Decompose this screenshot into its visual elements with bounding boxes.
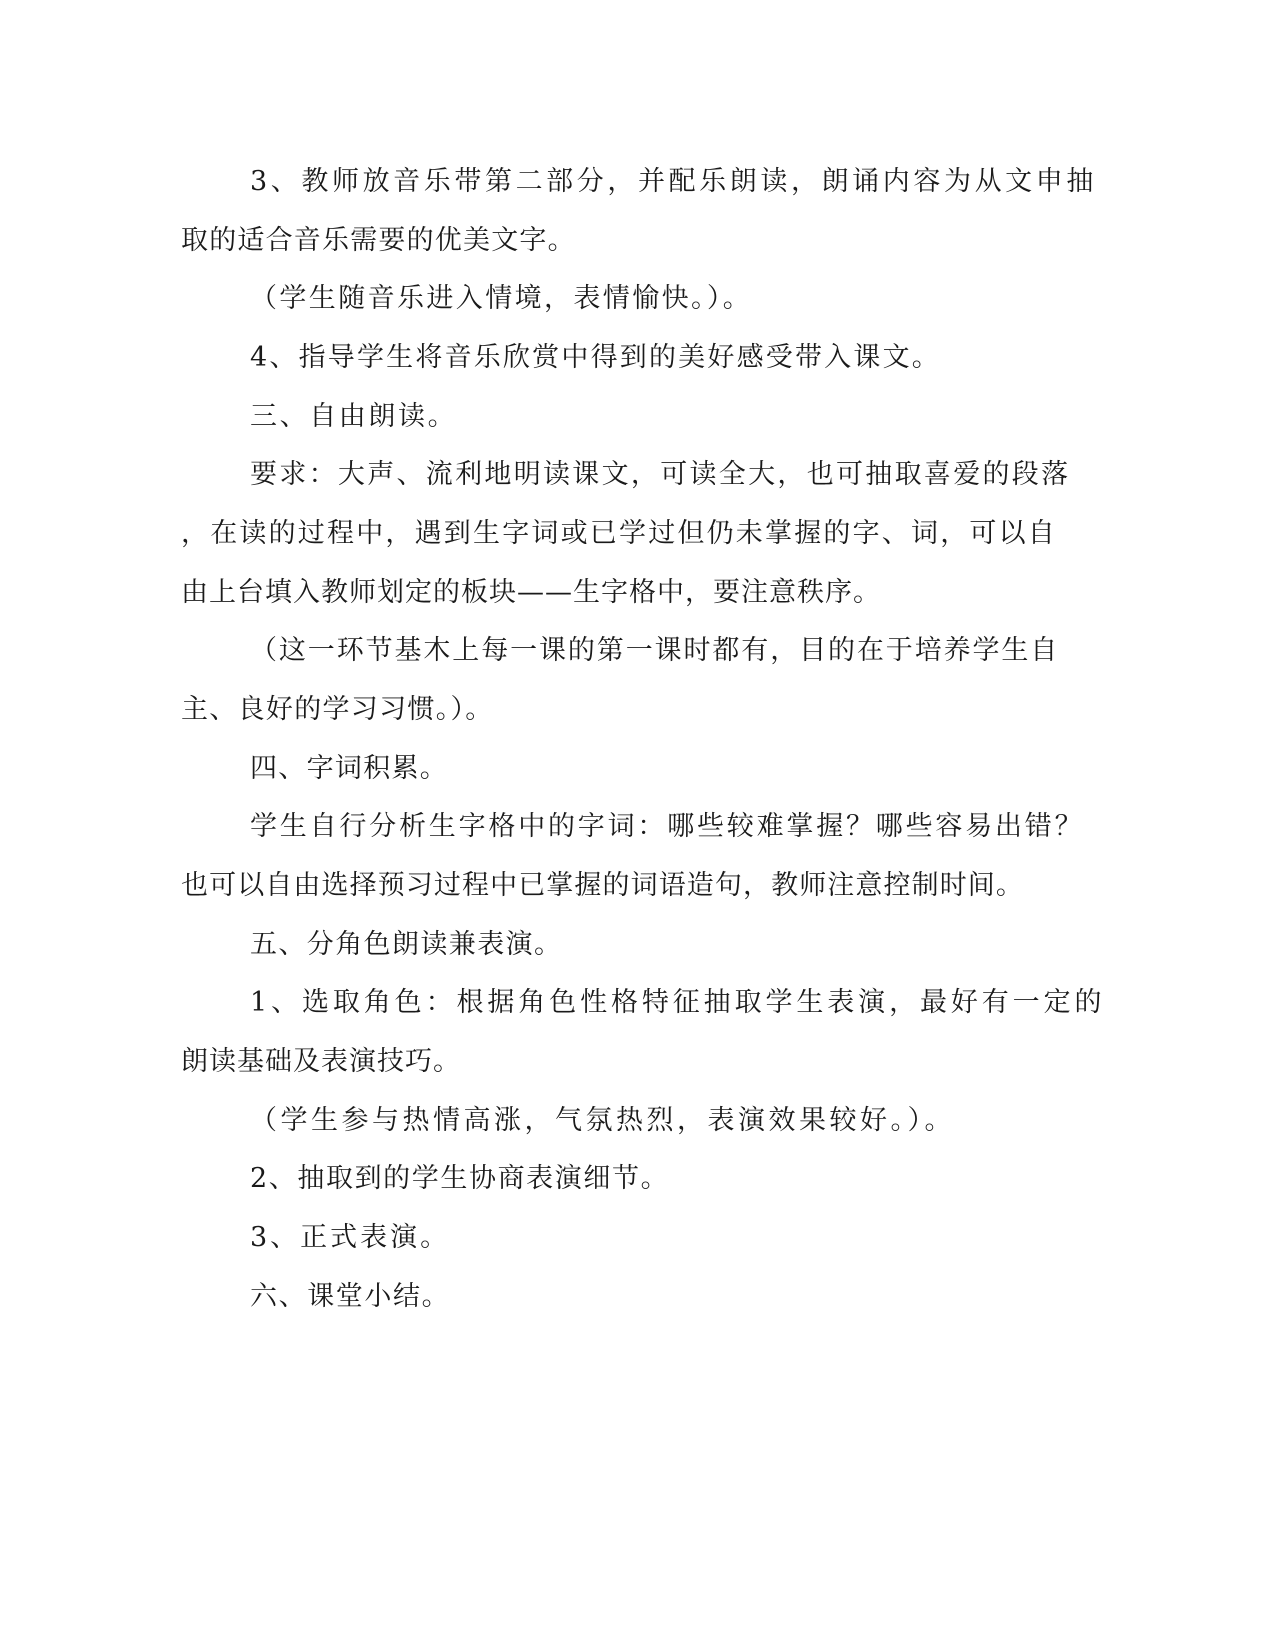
paragraph-line-16: 朗读基础及表演技巧。 xyxy=(181,1046,461,1077)
paragraph-line-4: 4、指导学生将音乐欣赏中得到的美好感受带入课文。 xyxy=(250,342,941,373)
paragraph-line-9: （这一环节基木上每一课的第一课时都有，目的在于培养学生自 xyxy=(250,635,1060,666)
paragraph-line-10: 主、良好的学习习惯。）。 xyxy=(181,694,494,725)
heading-word-accumulation: 四、字词积累。 xyxy=(250,753,449,784)
heading-role-reading: 五、分角色朗读兼表演。 xyxy=(250,929,563,960)
heading-free-reading: 三、自由朗读。 xyxy=(250,401,458,432)
paragraph-line-12: 学生自行分析生字格中的字词：哪些较难掌握？哪些容易出错？ xyxy=(250,811,1085,842)
paragraph-line-13: 也可以自由选择预习过程中已掌握的词语造句，教师注意控制时间。 xyxy=(181,870,1024,901)
paragraph-line-8: 由上台填入教师划定的板块——生字格中，要注意秩序。 xyxy=(181,577,881,608)
paragraph-line-6: 要求：大声、流利地明读课文，可读全大，也可抽取喜爱的段落 xyxy=(250,459,1071,490)
heading-class-summary: 六、课堂小结。 xyxy=(250,1281,451,1312)
paragraph-line-3: （学生随音乐进入情境，表情愉快。）。 xyxy=(250,283,753,314)
paragraph-line-15: 1、选取角色：根据角色性格特征抽取学生表演，最好有一定的 xyxy=(250,987,1106,1018)
paragraph-line-7: ，在读的过程中，遇到生字词或已学过但仍未掌握的字、词，可以自 xyxy=(181,518,1057,549)
paragraph-line-2: 取的适合音乐需要的优美文字。 xyxy=(181,225,576,256)
paragraph-line-18: 2、抽取到的学生协商表演细节。 xyxy=(250,1163,670,1194)
paragraph-line-19: 3、正式表演。 xyxy=(250,1222,451,1253)
paragraph-line-1: 3、教师放音乐带第二部分，并配乐朗读，朗诵内容为从文申抽 xyxy=(250,166,1097,197)
paragraph-line-17: （学生参与热情高涨，气氛热烈，表演效果较好。）。 xyxy=(250,1105,955,1136)
